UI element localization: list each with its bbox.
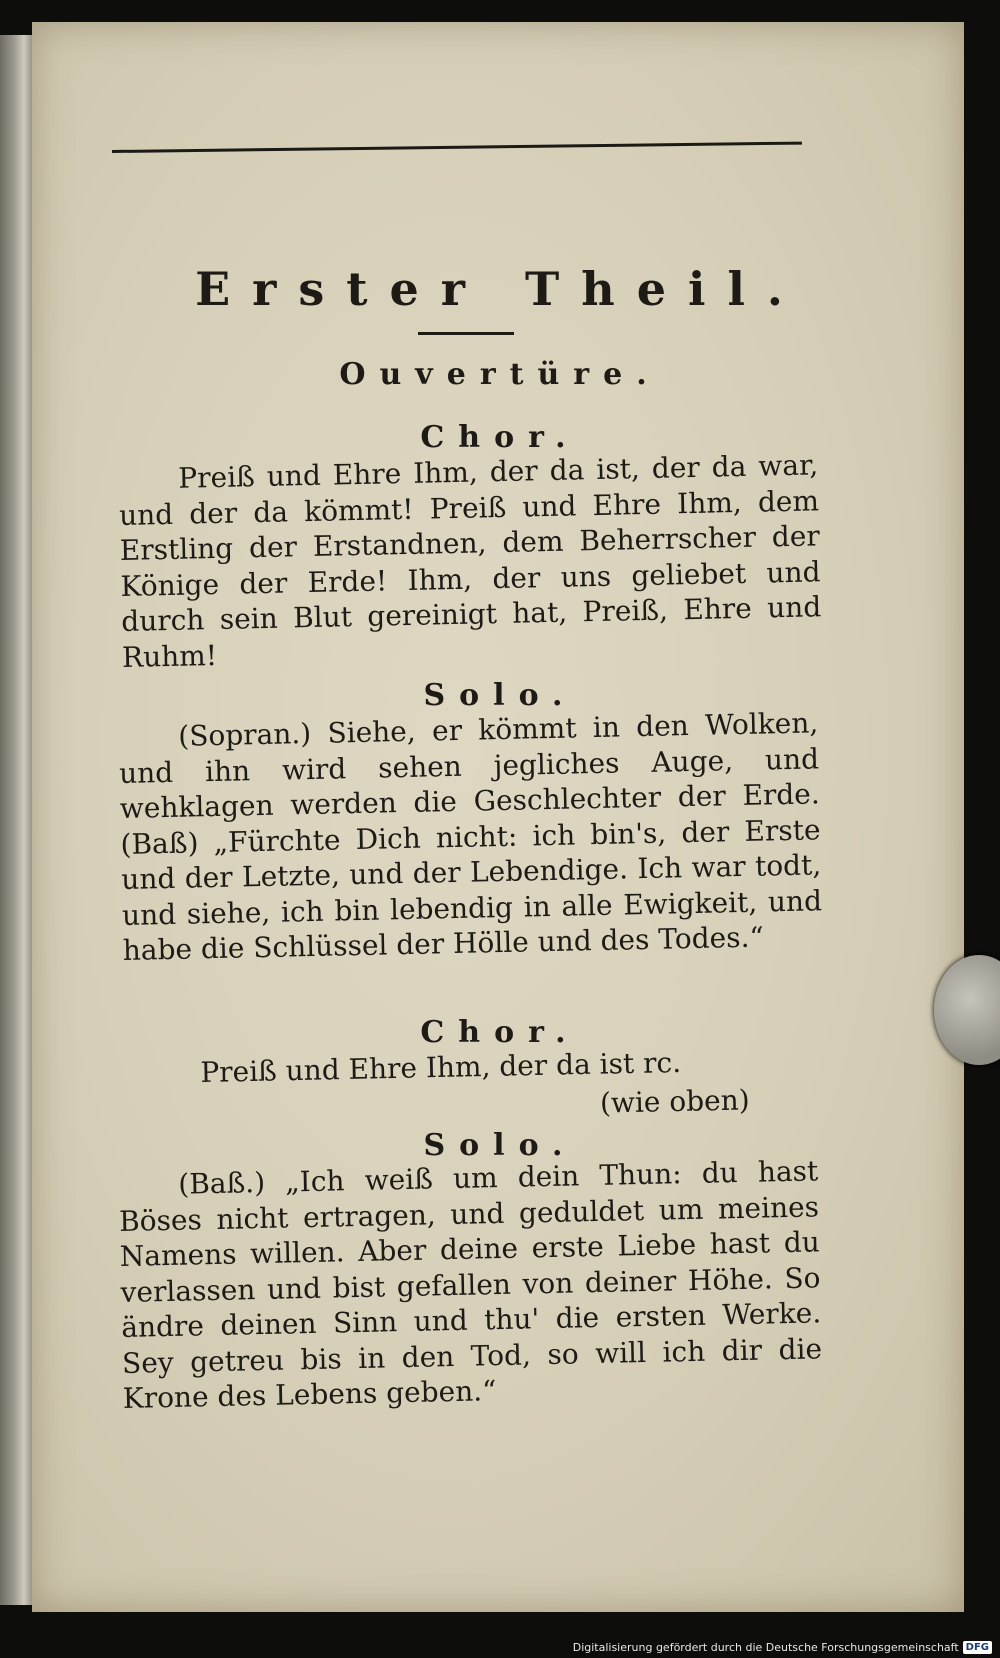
overture-heading: Ouvertüre. — [339, 357, 661, 392]
section-text-solo-2: (Baß.) „Ich weiß um dein Thun: du hast Böses nicht ertragen, und geduldet um meines Namens willen. Aber deine erste Liebe hast du verlassen und bist gefallen von deiner Höhe. So ändre deinen Sinn und thu' die ersten Werke. Sey getreu bis in den Tod, so will ich dir die Krone des Lebens geben.“ — [118, 1154, 823, 1415]
title-underline — [418, 332, 514, 335]
section-label-chor-2: Chor. — [420, 1015, 580, 1050]
page-title: Erster Theil. — [195, 262, 805, 316]
section-note-chor-2: (wie oben) — [599, 1083, 750, 1120]
section-label-solo-1: Solo. — [423, 678, 577, 713]
dfg-logo: DFG — [963, 1641, 992, 1654]
section-label-chor-1: Chor. — [420, 420, 580, 455]
section-text-solo-1: (Sopran.) Siehe, er kömmt in den Wolken, und ihn wird sehen jegliches Auge, und wehklagen werden die Geschlechter der Erde. (Baß) „Fürchte Dich nicht: ich bin's, der Erste und der Letzte, und der Lebendige. Ich war todt, und siehe, ich bin lebendig in alle Ewigkeit, und habe die Schlüssel der Hölle und des Todes.“ — [118, 706, 823, 967]
section-text-chor-2: Preiß und Ehre Ihm, der da ist rc. — [200, 1045, 682, 1089]
section-text-chor-1: Preiß und Ehre Ihm, der da ist, der da war, und der da kömmt! Preiß und Ehre Ihm, dem Erstling der Erstandnen, dem Beherrscher der Könige der Erde! Ihm, der uns geliebet und durch sein Blut gereinigt hat, Preiß, Ehre und Ruhm! — [118, 448, 822, 674]
credit-text: Digitalisierung gefördert durch die Deutsche Forschungsgemeinschaft — [572, 1641, 959, 1654]
digitization-credit — [573, 1641, 992, 1654]
section-label-solo-2: Solo. — [423, 1128, 577, 1163]
